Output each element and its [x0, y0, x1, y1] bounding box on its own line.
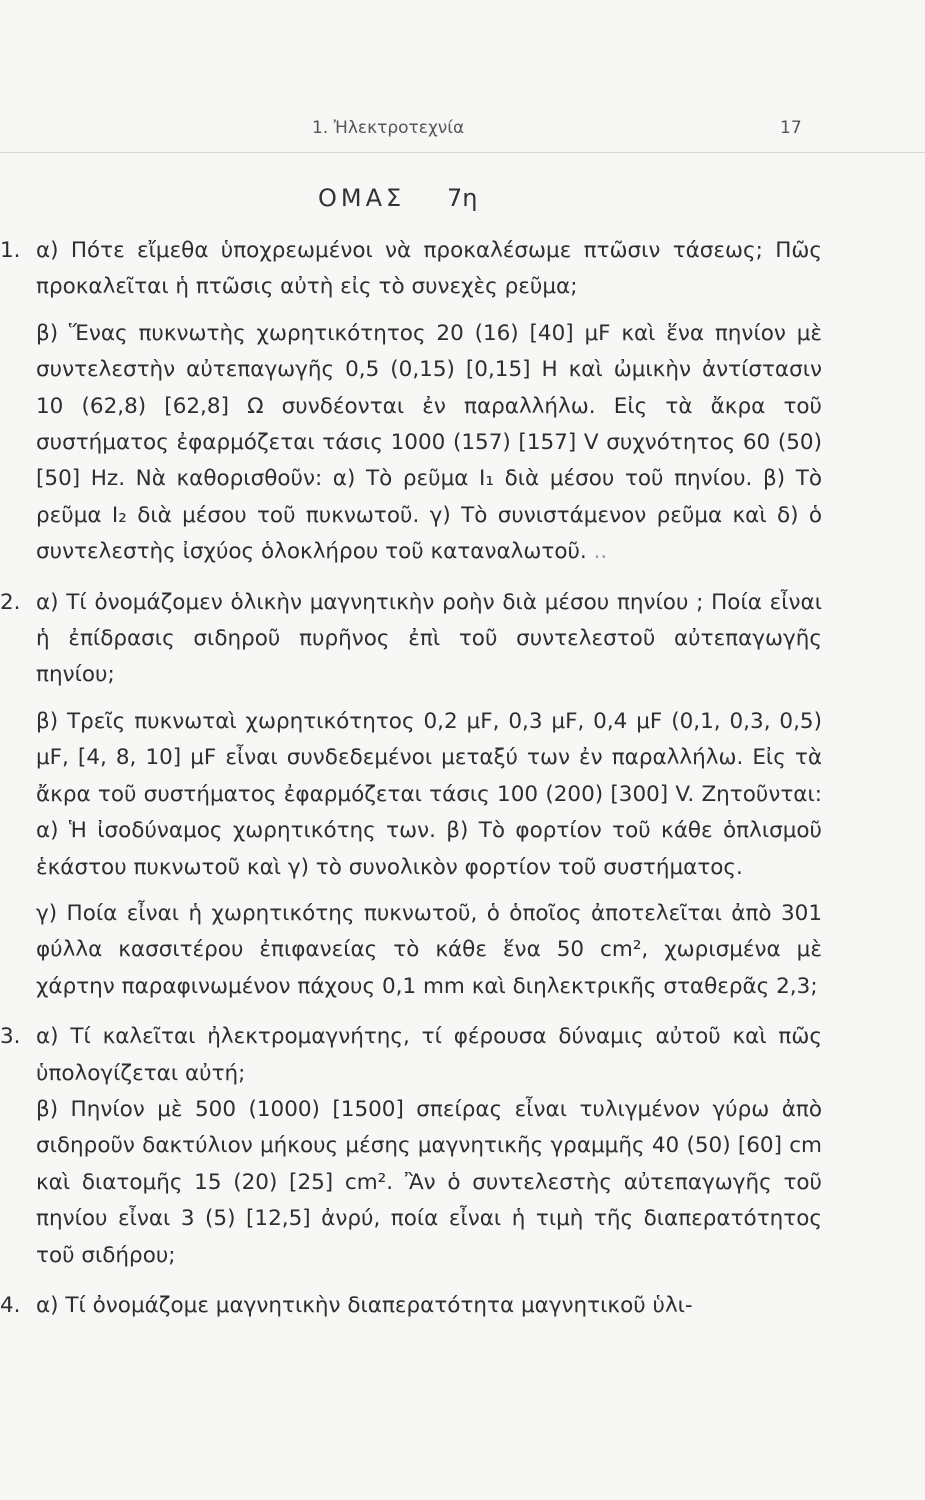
- problem-3-a-text: α) Τί καλεῖται ἠλεκτρομαγνήτης, τί φέρουσα δύναμις αὐτοῦ καὶ πῶς ὑπολογίζεται αὐτή;: [36, 1024, 822, 1086]
- problem-2-part-a: [0, 585, 822, 694]
- problem-2-number: 2.: [0, 589, 21, 615]
- problem-1-part-a: [0, 233, 822, 306]
- problem-3-b-text: β) Πηνίον μὲ 500 (1000) [1500] σπείρας εἶναι τυλιγμένον γύρω ἀπὸ σιδηροῦν δακτύλιον μήκους μέσης μαγνητικῆς γραμμῆς 40 (50) [60] cm καὶ διατομῆς 15 (20) [25] cm². Ἂν ὁ συντελεστὴς αὐτεπαγωγῆς τοῦ πηνίου εἶναι 3 (5) [12,5] ἀνρύ, ποία εἶναι ἡ τιμὴ τῆς διαπερατότητος τοῦ σιδήρου;: [36, 1096, 822, 1268]
- problem-4-a-text: α) Τί ὀνομάζομε μαγνητικὴν διαπερατότητα μαγνητικοῦ ὑλι-: [36, 1292, 693, 1318]
- problem-2-c-text: γ) Ποία εἶναι ἡ χωρητικότης πυκνωτοῦ, ὁ ὁποῖος ἀποτελεῖται ἀπὸ 301 φύλλα κασσιτέρου ἐπιφανείας τὸ κάθε ἕνα 50 cm², χωρισμένα μὲ χάρτην παραφινωμένον πάχους 0,1 mm καὶ διηλεκτρικῆς σταθερᾶς 2,3;: [36, 900, 822, 999]
- problem-3-part-b: [36, 1092, 822, 1274]
- problem-1-b-trailing: ..: [593, 539, 608, 565]
- problem-3-number: 3.: [0, 1024, 21, 1050]
- problem-4-part-a: [0, 1288, 822, 1324]
- header-rule: [0, 152, 925, 153]
- problem-2-a-text: α) Τί ὀνομάζομεν ὁλικὴν μαγνητικὴν ροὴν διὰ μέσου πηνίου ; Ποία εἶναι ἡ ἐπίδρασις σιδηροῦ πυρῆνος ἐπὶ τοῦ συντελεστοῦ αὐτεπαγωγῆς πηνίου;: [36, 589, 822, 688]
- problem-1-b-text: β) Ἕνας πυκνωτὴς χωρητικότητος 20 (16) [40] μF καὶ ἕνα πηνίον μὲ συντελεστὴν αὐτεπαγωγῆς 0,5 (0,15) [0,15] H καὶ ὠμικὴν ἀντίστασιν 10 (62,8) [62,8] Ω συνδέονται ἐν παραλλήλω. Εἰς τὰ ἄκρα τοῦ συστήματος ἐφαρμόζεται τάσις 1000 (157) [157] V συχνότητος 60 (50) [50] Hz. Νὰ καθορισθοῦν: α) Τὸ ρεῦμα I₁ διὰ μέσου τοῦ πηνίου. β) Τὸ ρεῦμα I₂ διὰ μέσου τοῦ πυκνωτοῦ. γ) Τὸ συνιστάμενον ρεῦμα καὶ δ) ὁ συντελεστὴς ἰσχύος ὁλοκλήρου τοῦ καταναλωτοῦ.: [36, 320, 822, 565]
- page-number: 17: [780, 118, 802, 138]
- problem-3-part-a: [0, 1019, 822, 1092]
- problem-1-part-b: [36, 316, 822, 571]
- group-label: ΟΜΑΣ: [318, 184, 406, 212]
- group-number: 7η: [447, 184, 478, 212]
- problem-2-part-c: [36, 896, 822, 1005]
- problem-1-a-text: α) Πότε εἴμεθα ὑποχρεωμένοι νὰ προκαλέσωμε πτῶσιν τάσεως; Πῶς προκαλεῖται ἡ πτῶσις αὐτὴ εἰς τὸ συνεχὲς ρεῦμα;: [36, 238, 822, 300]
- running-header: [0, 116, 925, 146]
- problem-1-number: 1.: [0, 238, 21, 263]
- problem-4-number: 4.: [0, 1292, 21, 1318]
- problem-2-b-text: β) Τρεῖς πυκνωταὶ χωρητικότητος 0,2 μF, 0,3 μF, 0,4 μF (0,1, 0,3, 0,5) μF, [4, 8, 10] μF εἶναι συνδεδεμένοι μεταξύ των ἐν παραλλήλω. Εἰς τὰ ἄκρα τοῦ συστήματος ἐφαρμόζεται τάσις 100 (200) [300] V. Ζητοῦνται: α) Ἡ ἰσοδύναμος χωρητικότης των. β) Τὸ φορτίον τοῦ κάθε ὁπλισμοῦ ἑκάστου πυκνωτοῦ καὶ γ) τὸ συνολικὸν φορτίον τοῦ συστήματος.: [36, 708, 822, 880]
- problem-2-part-b: [36, 704, 822, 886]
- chapter-title: 1. Ἠλεκτροτεχνία: [312, 118, 465, 138]
- problems-list: [0, 233, 822, 1324]
